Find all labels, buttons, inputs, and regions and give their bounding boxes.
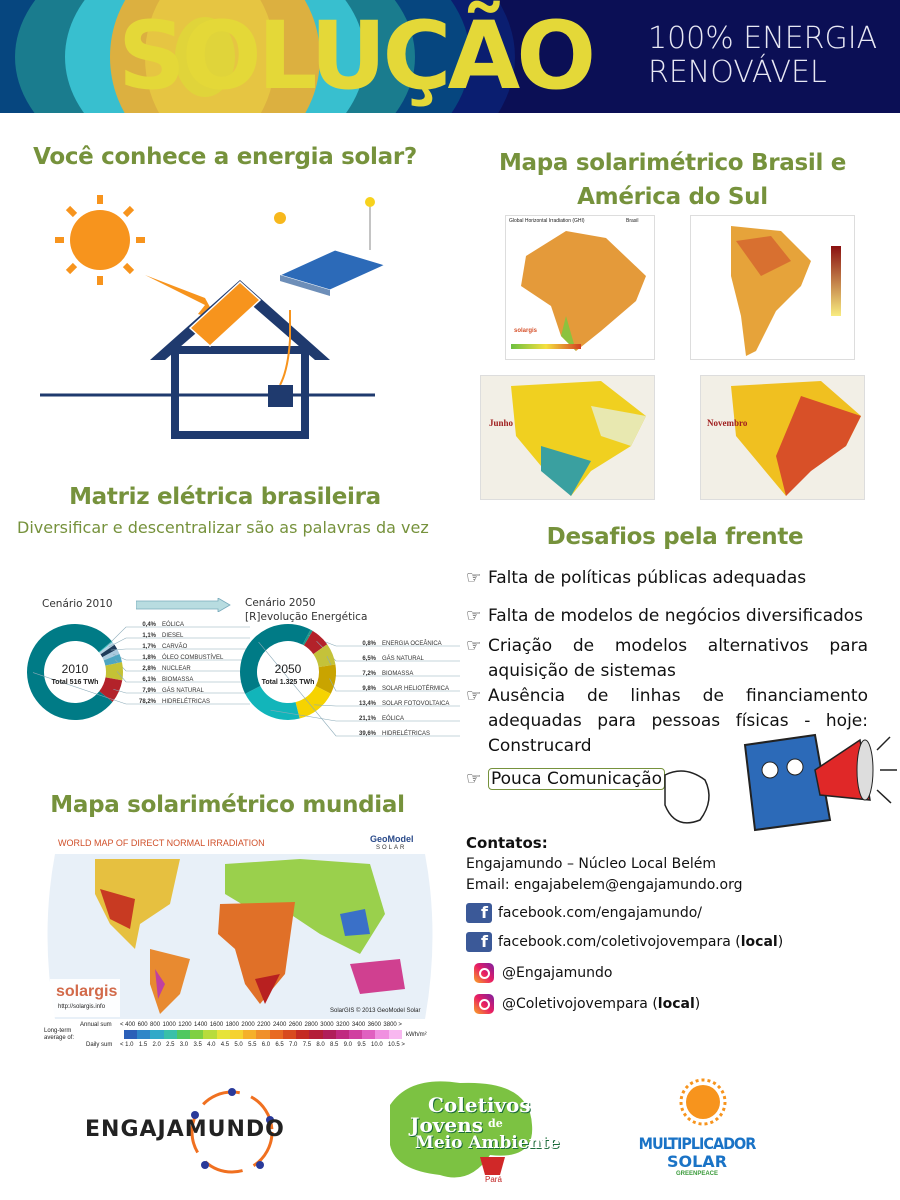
donut-total: Total 516 TWh xyxy=(51,679,99,686)
brazil-june-map xyxy=(480,375,655,500)
segment-percent: 1,7% xyxy=(142,644,156,650)
segment-percent: 6,1% xyxy=(142,677,156,683)
header-banner xyxy=(0,0,900,113)
june-label: Junho xyxy=(489,418,514,428)
legend-tick: 2.0 xyxy=(152,1042,161,1048)
tagline-line-1: 100% ENERGIA xyxy=(648,21,878,56)
facebook-link-text: facebook.com/engajamundo/ xyxy=(498,905,702,921)
legend-tick: 7.0 xyxy=(289,1042,298,1048)
legend-left-line-1: Long-term xyxy=(44,1028,72,1034)
segment-label: HIDRELÉTRICAS xyxy=(162,699,211,705)
scale-swatch xyxy=(230,1030,243,1039)
solargis-url: http://solargis.info xyxy=(58,1004,106,1010)
brazil-ghi-map xyxy=(505,215,655,360)
scale-swatch xyxy=(389,1030,402,1039)
scale-swatch xyxy=(190,1030,203,1039)
coletivos-text-4: Meio Ambiente xyxy=(415,1133,560,1153)
brazil-maps-title-line-1: Mapa solarimétrico Brasil e xyxy=(498,150,847,176)
scale-swatch xyxy=(137,1030,150,1039)
paren: ) xyxy=(694,996,701,1012)
legend-tick: 6.5 xyxy=(275,1042,284,1048)
geomodel-brand-sub: SOLAR xyxy=(376,845,407,851)
segment-label: SOLAR FOTOVOLTAICA xyxy=(382,701,450,707)
local-label: local xyxy=(740,934,778,950)
segment-label: HIDRELÉTRICAS xyxy=(382,731,431,737)
coletivos-text-5: Pará xyxy=(485,1175,502,1184)
legend-tick: 3000 xyxy=(320,1022,334,1028)
legend-tick: 1800 xyxy=(225,1022,239,1028)
legend-tick: 2200 xyxy=(257,1022,271,1028)
instagram-link-text: @Engajamundo xyxy=(502,965,613,981)
brazil-maps-title-line-2: América do Sul xyxy=(577,184,768,210)
annual-ticks xyxy=(120,1022,402,1028)
paren: ) xyxy=(777,934,784,950)
hand-pointing-right-icon: ☞ xyxy=(466,606,482,626)
legend-tick: 3.5 xyxy=(193,1042,202,1048)
scale-swatch xyxy=(217,1030,230,1039)
world-map-heading: WORLD MAP OF DIRECT NORMAL IRRADIATION xyxy=(58,838,265,848)
segment-percent: 1,1% xyxy=(142,633,156,639)
instagram-link-coletivo[interactable] xyxy=(466,994,700,1014)
instagram-icon xyxy=(474,963,494,983)
south-america-map xyxy=(690,215,855,360)
segment-label: DIESEL xyxy=(162,633,184,639)
brazil-maps-title xyxy=(450,146,895,214)
engajamundo-wordmark: ENGAJAMUNDO xyxy=(85,1117,285,1142)
legend-left-label xyxy=(44,1028,74,1042)
scale-swatch xyxy=(349,1030,362,1039)
segment-percent: 7,2% xyxy=(362,671,376,677)
brazil-map-shape xyxy=(506,216,655,360)
segment-label: ENERGIA OCEÂNICA xyxy=(382,641,442,647)
contacts-org: Engajamundo – Núcleo Local Belém xyxy=(466,856,717,872)
header-tagline xyxy=(648,22,877,90)
scenario-2010-label: Cenário 2010 xyxy=(42,598,113,610)
donut-year: 2050 xyxy=(274,662,302,676)
scale-swatch xyxy=(336,1030,349,1039)
local-label: local xyxy=(657,996,695,1012)
scale-swatch xyxy=(256,1030,269,1039)
segment-percent: 9,8% xyxy=(362,686,376,692)
scale-swatch xyxy=(124,1030,137,1039)
segment-percent: 39,6% xyxy=(358,731,376,737)
challenge-text: Criação de modelos alternativos para aquisição de sistemas xyxy=(488,636,868,681)
segment-label: GÁS NATURAL xyxy=(382,656,424,662)
scale-swatch xyxy=(164,1030,177,1039)
legend-tick: 1600 xyxy=(209,1022,224,1028)
scale-swatch xyxy=(323,1030,336,1039)
facebook-icon: f xyxy=(466,932,492,952)
scale-swatch xyxy=(362,1030,375,1039)
segment-label: BIOMASSA xyxy=(382,671,414,677)
map1-region: Brasil xyxy=(626,218,639,224)
instagram-icon xyxy=(474,994,494,1014)
legend-tick: 1.5 xyxy=(138,1042,148,1048)
map-copyright: SolarGIS © 2013 GeoModel Solar xyxy=(330,1008,421,1014)
scale-swatch xyxy=(177,1030,190,1039)
header-title: SOLUÇÃO xyxy=(118,2,593,111)
paren: ( xyxy=(730,934,741,950)
segment-label: BIOMASSA xyxy=(162,677,194,683)
challenge-text: Falta de modelos de negócios diversificados xyxy=(488,606,864,626)
matriz-title: Matriz elétrica brasileira xyxy=(69,484,381,510)
legend-tick: 2800 xyxy=(304,1022,318,1028)
segment-percent: 1,8% xyxy=(142,655,156,661)
legend-tick: 6.0 xyxy=(261,1042,271,1048)
segment-label: EÓLICA xyxy=(162,622,185,628)
paren: ( xyxy=(647,996,658,1012)
scenario-2050-line-2: [R]evolução Energética xyxy=(245,611,368,623)
legend-tick: 7.5 xyxy=(302,1042,312,1048)
scale-swatch xyxy=(150,1030,163,1039)
contacts-email[interactable]: Email: engajabelem@engajamundo.org xyxy=(466,877,743,893)
segment-percent: 13,4% xyxy=(358,701,376,707)
legend-tick: 1200 xyxy=(178,1022,192,1028)
legend-tick: 1400 xyxy=(194,1022,208,1028)
energy-matrix-donuts xyxy=(20,620,460,760)
legend-tick: 3.0 xyxy=(179,1042,189,1048)
scenario-arrow-icon xyxy=(136,598,232,612)
contacts-title: Contatos: xyxy=(466,834,548,852)
segment-label: ÓLEO COMBUSTÍVEL xyxy=(162,655,224,661)
facebook-link-text: facebook.com/coletivojovempara xyxy=(498,934,731,950)
segment-percent: 0,4% xyxy=(142,622,156,628)
legend-tick: 8.0 xyxy=(316,1042,325,1048)
coletivos-jovens-logo xyxy=(380,1075,560,1185)
legend-tick: 10.5 > xyxy=(387,1042,405,1048)
legend-tick: 3400 xyxy=(351,1022,366,1028)
hand-pointing-right-icon: ☞ xyxy=(466,686,482,706)
solargis-logo: solargis xyxy=(56,983,118,1000)
multiplicador-solar-logo xyxy=(632,1075,762,1190)
map1-logo: solargis xyxy=(514,328,538,334)
coletivos-text-2: Jovens xyxy=(410,1113,483,1137)
megaphone-solar-panel-illustration xyxy=(655,725,900,835)
scale-swatch xyxy=(203,1030,216,1039)
solar-text: SOLAR xyxy=(666,1152,728,1171)
instagram-link-text: @Coletivojovempara xyxy=(502,996,648,1012)
challenge-item xyxy=(466,634,871,684)
facebook-link-coletivo[interactable] xyxy=(466,932,783,952)
daily-sum-label: Daily sum xyxy=(86,1042,113,1048)
hand-pointing-right-icon: ☞ xyxy=(466,769,482,789)
legend-tick: 9.5 xyxy=(357,1042,366,1048)
greenpeace-text: GREENPEACE xyxy=(675,1171,718,1177)
legend-tick: 3200 xyxy=(336,1022,350,1028)
facebook-link-engajamundo[interactable] xyxy=(466,903,702,923)
annual-sum-label: Annual sum xyxy=(80,1022,112,1028)
daily-ticks xyxy=(120,1042,405,1048)
legend-tick: < 1.0 xyxy=(120,1042,134,1048)
intro-title: Você conhece a energia solar? xyxy=(33,144,417,170)
legend-left-line-2: average of: xyxy=(44,1035,75,1041)
segment-percent: 2,8% xyxy=(142,666,156,672)
legend-tick: 5.0 xyxy=(234,1042,243,1048)
coletivos-text-3: de xyxy=(488,1117,503,1130)
unit-label: kWh/m² xyxy=(406,1032,427,1038)
legend-tick: 5.5 xyxy=(248,1042,257,1048)
color-scale-bar xyxy=(124,1030,402,1039)
world-irradiation-map xyxy=(40,828,440,1053)
sun-logo-icon xyxy=(667,1075,727,1130)
legend-tick: 800 xyxy=(150,1022,161,1028)
sun-icon xyxy=(55,195,145,285)
world-map-title: Mapa solarimétrico mundial xyxy=(50,792,405,818)
tagline-line-2: RENOVÁVEL xyxy=(648,55,827,90)
legend-tick: 1000 xyxy=(162,1022,176,1028)
challenge-item xyxy=(466,566,871,591)
legend-tick: 600 xyxy=(137,1022,148,1028)
legend-tick: 9.0 xyxy=(343,1042,353,1048)
legend-tick: 3800 > xyxy=(383,1022,402,1028)
challenge-text-highlighted: Pouca Comunicação xyxy=(488,768,665,790)
challenge-text: Falta de políticas públicas adequadas xyxy=(488,568,807,588)
solar-panel-icon xyxy=(274,197,385,296)
challenges-title: Desafios pela frente xyxy=(546,524,804,550)
engajamundo-logo xyxy=(85,1085,285,1180)
pointing-hand-icon xyxy=(665,771,709,823)
segment-percent: 6,5% xyxy=(362,656,376,662)
segment-percent: 0,8% xyxy=(362,641,376,647)
hand-pointing-right-icon: ☞ xyxy=(466,636,482,656)
challenge-text: Ausência de linhas de financiamento adequadas para pessoas físicas - hoje: Construcard xyxy=(488,686,868,756)
scenario-2050-line-1: Cenário 2050 xyxy=(245,597,316,609)
legend-tick: < 400 xyxy=(120,1022,136,1028)
legend-tick: 2000 xyxy=(241,1022,255,1028)
brazil-november-map xyxy=(700,375,865,500)
legend-tick: 4.5 xyxy=(220,1042,230,1048)
segment-label: NUCLEAR xyxy=(162,666,191,672)
scale-swatch xyxy=(309,1030,322,1039)
legend-tick: 8.5 xyxy=(330,1042,339,1048)
november-label: Novembro xyxy=(707,418,748,428)
segment-label: CARVÃO xyxy=(162,644,188,650)
hand-pointing-right-icon: ☞ xyxy=(466,568,482,588)
house-icon xyxy=(150,280,330,435)
legend-tick: 10.0 xyxy=(370,1042,383,1048)
multiplicador-text: MULTIPLICADOR xyxy=(638,1134,756,1153)
scale-swatch xyxy=(296,1030,309,1039)
donut-year: 2010 xyxy=(61,662,89,676)
legend-tick: 2.5 xyxy=(166,1042,175,1048)
segment-percent: 78,2% xyxy=(138,699,156,705)
segment-percent: 7,9% xyxy=(142,688,156,694)
legend-tick: 4.0 xyxy=(207,1042,216,1048)
segment-label: SOLAR HELIOTÉRMICA xyxy=(382,686,450,692)
segment-label: EÓLICA xyxy=(382,716,405,722)
segment-percent: 21,1% xyxy=(358,716,376,722)
solar-house-illustration xyxy=(40,190,390,445)
scale-swatch xyxy=(270,1030,283,1039)
scale-swatch xyxy=(283,1030,296,1039)
donut-segment-2050 xyxy=(245,686,299,720)
facebook-icon: f xyxy=(466,903,492,923)
scale-swatch xyxy=(375,1030,388,1039)
legend-tick: 2600 xyxy=(288,1022,303,1028)
matriz-subtitle: Diversificar e descentralizar são as palavras da vez xyxy=(17,518,429,537)
map1-title: Global Horizontal Irradiation (GHI) xyxy=(509,218,585,224)
instagram-link-engajamundo[interactable] xyxy=(466,963,613,983)
coletivos-text-1: Coletivos xyxy=(428,1093,531,1117)
geomodel-brand: GeoModel xyxy=(370,834,414,844)
challenge-item xyxy=(466,604,871,629)
donut-total: Total 1.325 TWh xyxy=(261,679,315,686)
legend-tick: 3600 xyxy=(367,1022,381,1028)
segment-label: GÁS NATURAL xyxy=(162,688,204,694)
scale-swatch xyxy=(243,1030,256,1039)
legend-tick: 2400 xyxy=(272,1022,287,1028)
